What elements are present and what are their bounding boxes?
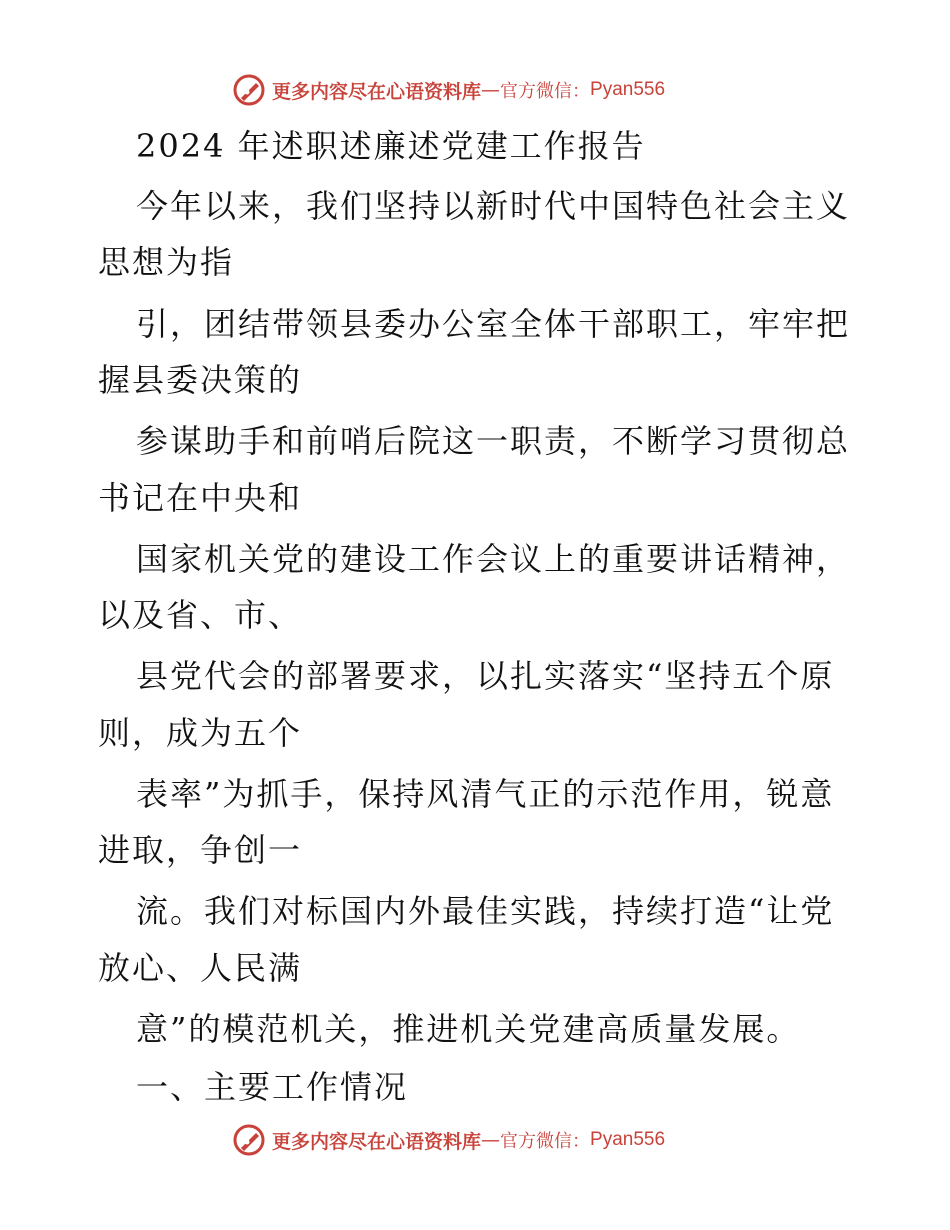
pen-logo-icon [232, 1123, 266, 1157]
watermark-wechat-label: 官方微信： [500, 81, 591, 102]
paragraph-line: 书记在中央和 [98, 479, 303, 517]
paragraph-line: 思想为指 [98, 243, 235, 281]
paragraph-line: 以及省、市、 [98, 596, 303, 634]
paragraph-line: 表率”为抓手，保持风清气正的示范作用，锐意 [136, 775, 835, 813]
watermark-banner-top [232, 72, 712, 108]
watermark-separator: — [481, 79, 501, 101]
paragraph-line: 引，团结带领县委办公室全体干部职工，牢牢把 [136, 305, 851, 343]
watermark-site-text: 更多内容尽在心语资料库 [272, 1130, 482, 1153]
section-heading: 一、主要工作情况 [136, 1068, 409, 1106]
watermark-wechat-label: 官方微信： [500, 1131, 591, 1152]
watermark-separator: — [481, 1129, 501, 1151]
paragraph-line: 则，成为五个 [98, 714, 303, 752]
paragraph-line: 放心、人民满 [98, 949, 303, 987]
watermark-site-text: 更多内容尽在心语资料库 [272, 80, 482, 103]
watermark-wechat-id: Pyan556 [590, 79, 666, 100]
paragraph-line: 县党代会的部署要求，以扎实落实“坚持五个原 [136, 657, 835, 695]
paragraph-line: 意”的模范机关，推进机关党建高质量发展。 [136, 1010, 801, 1048]
watermark-banner-bottom [232, 1122, 712, 1158]
paragraph-line: 今年以来，我们坚持以新时代中国特色社会主义 [136, 187, 851, 225]
paragraph-line: 进取，争创一 [98, 831, 303, 869]
paragraph-line: 参谋助手和前哨后院这一职责，不断学习贯彻总 [136, 422, 851, 460]
watermark-wechat-id: Pyan556 [590, 1129, 666, 1150]
paragraph-line: 流。我们对标国内外最佳实践，持续打造“让党 [136, 892, 835, 930]
paragraph-line: 国家机关党的建设工作会议上的重要讲话精神， [136, 540, 851, 578]
paragraph-line: 握县委决策的 [98, 361, 303, 399]
document-title: 2024 年述职述廉述党建工作报告 [136, 127, 646, 165]
pen-logo-icon [232, 73, 266, 107]
